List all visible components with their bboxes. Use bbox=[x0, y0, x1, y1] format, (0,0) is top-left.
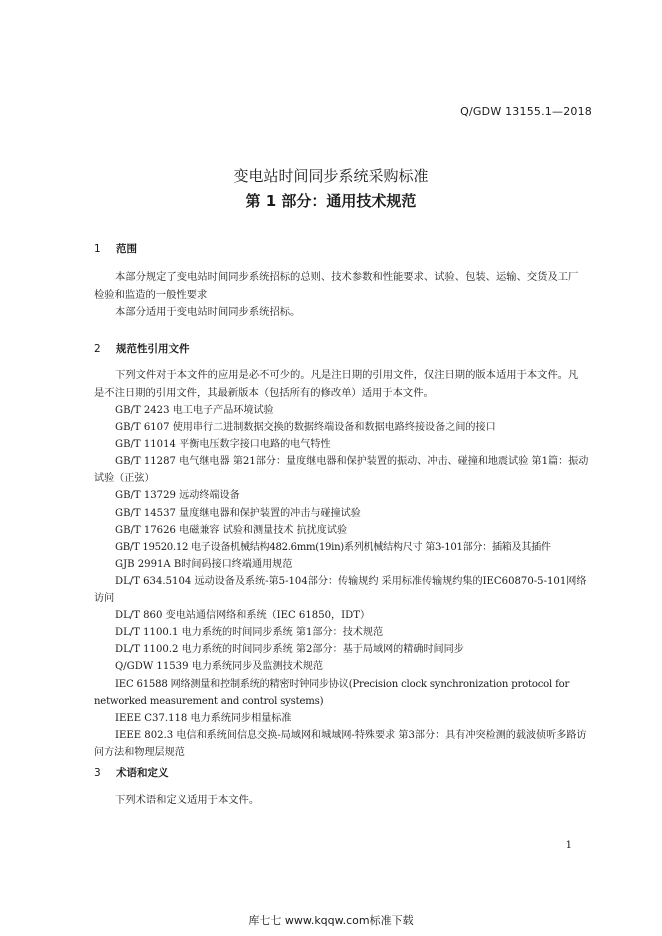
reference-list bbox=[94, 402, 590, 761]
document-subtitle: 第 1 部分：通用技术规范 bbox=[245, 192, 417, 210]
reference-item: DL/T 1100.2 电力系统的时间同步系统 第2部分：基于局域网的精确时间同步 bbox=[115, 644, 464, 656]
section-title: 规范性引用文件 bbox=[116, 343, 190, 355]
scope-paragraph: 本部分适用于变电站时间同步系统招标。 bbox=[115, 306, 301, 318]
reference-item: GB/T 19520.12 电子设备机械结构482.6mm(19in)系列机械结构尺寸 第3-101部分：插箱及其插件 bbox=[115, 541, 551, 553]
section-heading-terms bbox=[94, 765, 169, 780]
reference-item: DL/T 634.5104 远动设备及系统-第5-104部分：传输规约 采用标准传输规约集的IEC60870-5-101网络访问 bbox=[94, 575, 587, 605]
section-heading-normative-references bbox=[94, 341, 190, 356]
section-heading-scope bbox=[94, 241, 137, 256]
reference-item: GB/T 6107 使用串行二进制数据交换的数据终端设备和数据电路终接设备之间的接口 bbox=[115, 422, 496, 434]
reference-item: DL/T 860 变电站通信网络和系统（IEC 61850，IDT） bbox=[115, 610, 371, 622]
reference-item: GB/T 14537 量度继电器和保护装置的冲击与碰撞试验 bbox=[115, 507, 361, 519]
section-title: 范围 bbox=[116, 243, 137, 255]
reference-item: Q/GDW 11539 电力系统同步及监测技术规范 bbox=[115, 661, 323, 673]
reference-item: GB/T 11014 平衡电压数字接口电路的电气特性 bbox=[115, 439, 331, 451]
reference-item: GB/T 2423 电工电子产品环境试验 bbox=[115, 405, 274, 416]
document-code: Q/GDW 13155.1—2018 bbox=[460, 105, 592, 118]
page-number: 1 bbox=[565, 840, 572, 851]
terms-intro-paragraph: 下列术语和定义适用于本文件。 bbox=[115, 794, 260, 806]
document-title: 变电站时间同步系统采购标准 bbox=[233, 167, 429, 185]
reference-item: IEEE C37.118 电力系统同步相量标准 bbox=[115, 712, 292, 724]
reference-item: GB/T 13729 远动终端设备 bbox=[115, 490, 240, 502]
reference-item: GB/T 17626 电磁兼容 试验和测量技术 抗扰度试验 bbox=[115, 524, 348, 536]
footer-watermark[interactable]: 库七七 www.kqqw.com标准下载 bbox=[248, 914, 414, 927]
scope-paragraph: 本部分规定了变电站时间同步系统招标的总则、技术参数和性能要求、试验、包装、运输、交货及工厂检验和监造的一般性要求 bbox=[94, 271, 579, 301]
reference-item: IEEE 802.3 电信和系统间信息交换-局域网和城域网-特殊要求 第3部分：具有冲突检测的载波侦听多路访问方法和物理层规范 bbox=[94, 729, 587, 758]
scope-text bbox=[94, 269, 588, 322]
terms-text bbox=[94, 792, 588, 810]
reference-item: DL/T 1100.1 电力系统的时间同步系统 第1部分：技术规范 bbox=[115, 627, 384, 639]
reference-item: IEC 61588 网络测量和控制系统的精密时钟同步协议(Precision clock synchronization protocol for networked measurement and control systems) bbox=[94, 678, 570, 707]
section-title: 术语和定义 bbox=[116, 767, 169, 779]
reference-item: GB/T 11287 电气继电器 第21部分：量度继电器和保护装置的振动、冲击、碰撞和地震试验 第1篇：振动试验（正弦） bbox=[94, 456, 589, 485]
reference-item: GJB 2991A B时间码接口终端通用规范 bbox=[115, 558, 293, 570]
references-intro bbox=[94, 367, 588, 402]
section-number: 2 bbox=[94, 343, 101, 355]
section-number: 3 bbox=[94, 767, 101, 779]
section-number: 1 bbox=[94, 243, 101, 255]
references-intro-paragraph: 下列文件对于本文件的应用是必不可少的。凡是注日期的引用文件，仅注日期的版本适用于本文件。凡是不注日期的引用文件，其最新版本（包括所有的修改单）适用于本文件。 bbox=[94, 369, 579, 399]
